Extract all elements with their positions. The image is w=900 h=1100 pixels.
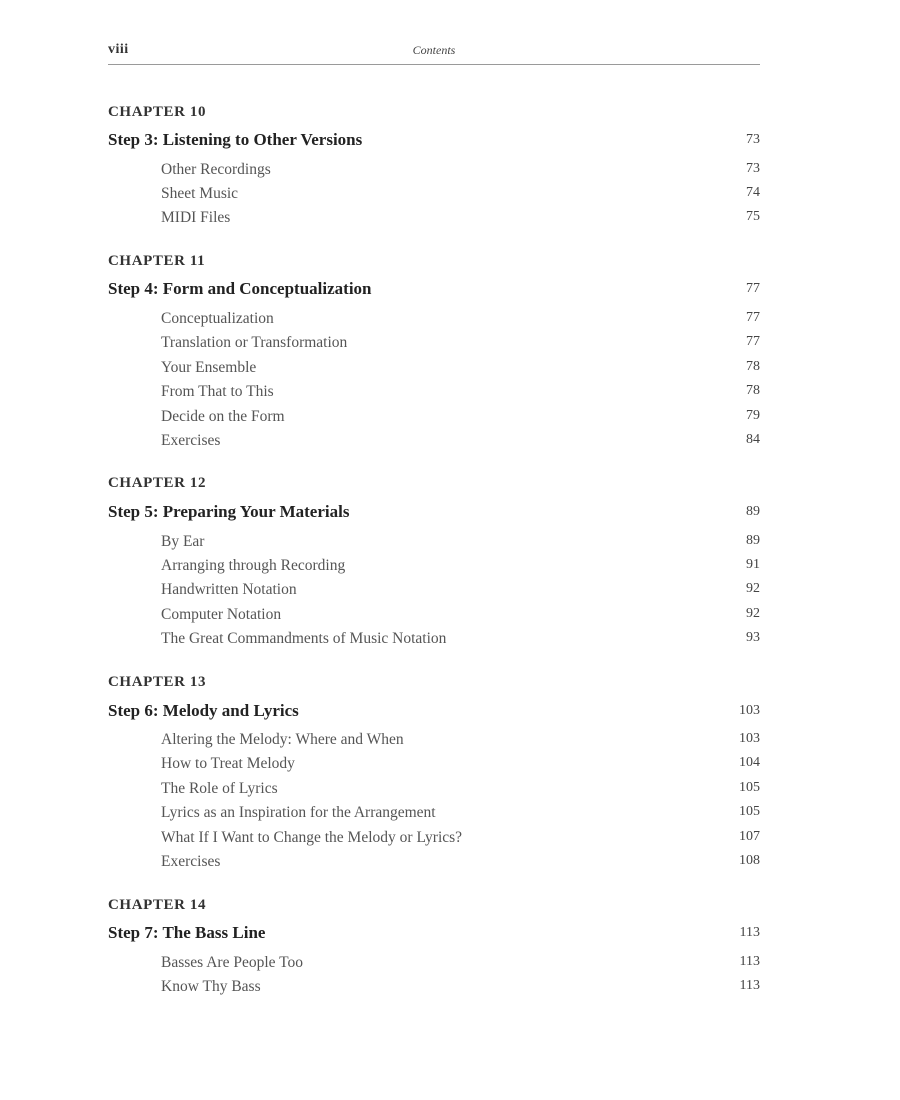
section-row[interactable] — [108, 804, 760, 826]
page-number: 79 — [746, 408, 760, 423]
page-number: 103 — [739, 731, 760, 746]
page-number: 89 — [746, 533, 760, 548]
section-row[interactable] — [108, 161, 760, 183]
page-number: 77 — [746, 334, 760, 349]
page-number: 105 — [739, 804, 760, 819]
section-row[interactable] — [108, 359, 760, 381]
chapter-label: CHAPTER 10 — [108, 104, 207, 120]
section-title: What If I Want to Change the Melody or Lyrics? — [161, 829, 463, 846]
section-row[interactable] — [108, 829, 760, 851]
section-title: Computer Notation — [161, 606, 282, 623]
section-title: Conceptualization — [161, 310, 274, 327]
section-title: Basses Are People Too — [161, 954, 303, 971]
section-title: Exercises — [161, 853, 221, 870]
page-number: 105 — [739, 780, 760, 795]
section-row[interactable] — [108, 780, 760, 802]
section-title: Decide on the Form — [161, 408, 285, 425]
page-number: 113 — [739, 954, 760, 969]
section-title: How to Treat Melody — [161, 755, 295, 772]
section-row[interactable] — [108, 606, 760, 628]
chapter-title-row[interactable] — [108, 701, 760, 723]
page-number: 92 — [746, 606, 760, 621]
section-title: By Ear — [161, 533, 205, 550]
page-number: 78 — [746, 359, 760, 374]
page-number: 108 — [739, 853, 760, 868]
chapter-title-row[interactable] — [108, 279, 760, 301]
page-number: 84 — [746, 432, 760, 447]
chapter-title: Step 5: Preparing Your Materials — [108, 502, 350, 521]
chapter-title-row[interactable] — [108, 130, 760, 152]
page-number: 93 — [746, 630, 760, 645]
section-row[interactable] — [108, 383, 760, 405]
section-row[interactable] — [108, 954, 760, 976]
section-title: Other Recordings — [161, 161, 271, 178]
page-number: 77 — [746, 281, 760, 296]
section-title: The Great Commandments of Music Notation — [161, 630, 447, 647]
section-title: Your Ensemble — [161, 359, 257, 376]
section-title: Handwritten Notation — [161, 581, 297, 598]
section-title: MIDI Files — [161, 209, 231, 226]
section-row[interactable] — [108, 755, 760, 777]
section-row[interactable] — [108, 432, 760, 454]
section-row[interactable] — [108, 310, 760, 332]
chapter-title: Step 6: Melody and Lyrics — [108, 701, 299, 720]
section-row[interactable] — [108, 408, 760, 430]
section-row[interactable] — [108, 853, 760, 875]
chapter-title: Step 7: The Bass Line — [108, 923, 266, 942]
section-title: Lyrics as an Inspiration for the Arrangement — [161, 804, 436, 821]
section-row[interactable] — [108, 630, 760, 652]
section-title: Altering the Melody: Where and When — [161, 731, 404, 748]
page-number: 74 — [746, 185, 760, 200]
chapter-title-row[interactable] — [108, 923, 760, 945]
section-title: Sheet Music — [161, 185, 239, 202]
chapter-label: CHAPTER 14 — [108, 897, 207, 913]
page-number: 113 — [739, 978, 760, 993]
section-row[interactable] — [108, 731, 760, 753]
section-title: Exercises — [161, 432, 221, 449]
page-number: 89 — [746, 504, 760, 519]
page-number: 113 — [739, 925, 760, 940]
page-number: 73 — [746, 132, 760, 147]
section-row[interactable] — [108, 533, 760, 555]
page-number: 104 — [739, 755, 760, 770]
page-number: 73 — [746, 161, 760, 176]
page-number: 75 — [746, 209, 760, 224]
chapter-title: Step 3: Listening to Other Versions — [108, 130, 363, 149]
section-row[interactable] — [108, 334, 760, 356]
page-number: 107 — [739, 829, 760, 844]
section-title: From That to This — [161, 383, 274, 400]
page-number: 77 — [746, 310, 760, 325]
chapter-title-row[interactable] — [108, 502, 760, 524]
page-number: 92 — [746, 581, 760, 596]
section-row[interactable] — [108, 557, 760, 579]
chapter-title: Step 4: Form and Conceptualization — [108, 279, 372, 298]
section-title: Know Thy Bass — [161, 978, 261, 995]
section-row[interactable] — [108, 209, 760, 231]
page-number: 91 — [746, 557, 760, 572]
chapter-label: CHAPTER 12 — [108, 475, 207, 491]
chapter-label: CHAPTER 11 — [108, 253, 206, 269]
page-number: 103 — [739, 703, 760, 718]
chapter-label: CHAPTER 13 — [108, 674, 207, 690]
section-title: Arranging through Recording — [161, 557, 346, 574]
page-header — [108, 40, 760, 65]
section-row[interactable] — [108, 185, 760, 207]
page-folio: viii — [108, 42, 129, 57]
section-row[interactable] — [108, 978, 760, 1000]
page-number: 78 — [746, 383, 760, 398]
section-title: Translation or Transformation — [161, 334, 348, 351]
section-row[interactable] — [108, 581, 760, 603]
section-title: The Role of Lyrics — [161, 780, 278, 797]
running-head: Contents — [412, 43, 456, 57]
